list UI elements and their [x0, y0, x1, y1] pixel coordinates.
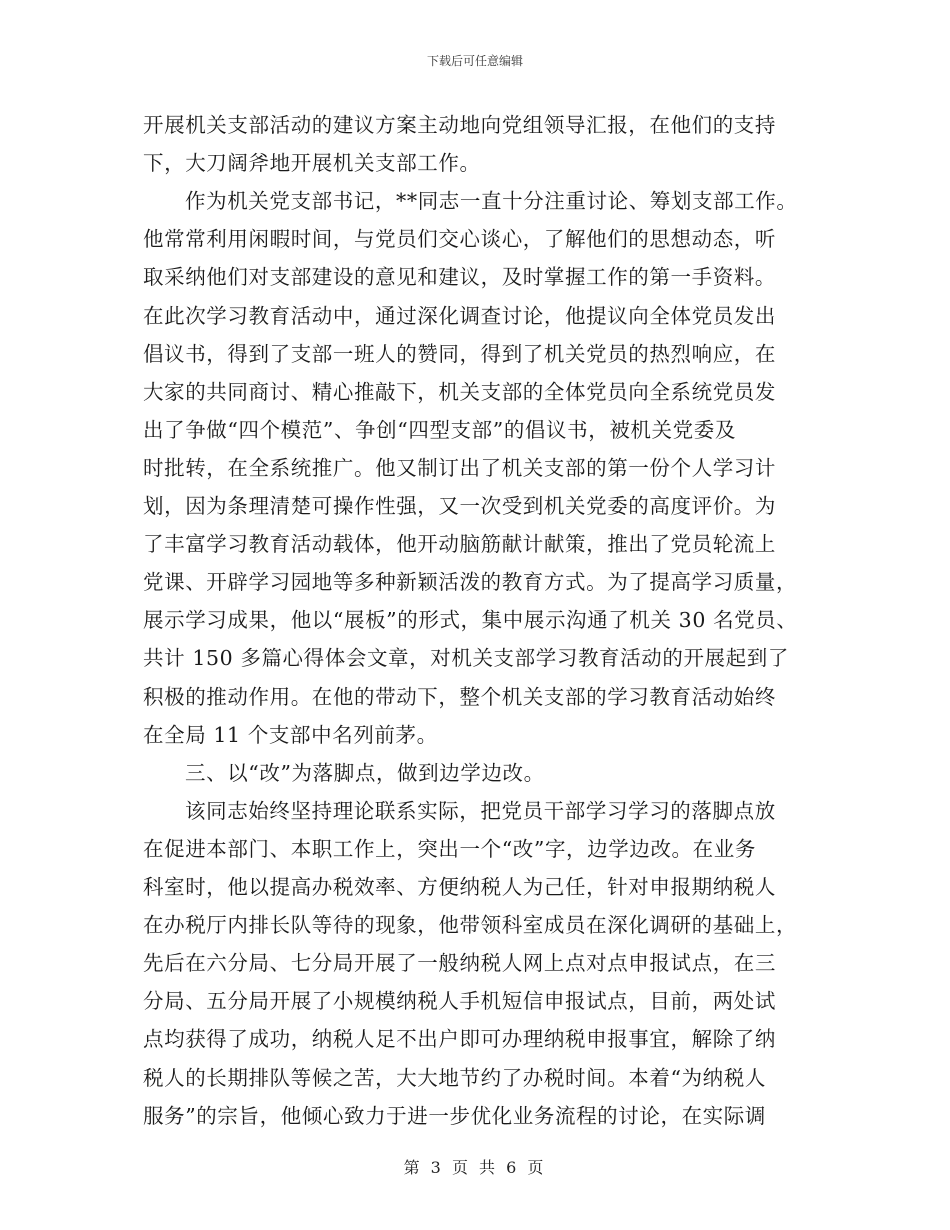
text-line: 他常常利用闲暇时间，与党员们交心谈心，了解他们的思想动态，听 [143, 227, 776, 252]
text-line: 三、以“改”为落脚点，做到边学边改。 [185, 760, 545, 785]
text-line: 在办税厅内排长队等待的现象，他带领科室成员在深化调研的基础上， [143, 913, 798, 938]
text-line: 在促进本部门、本职工作上，突出一个“改”字，边学边改。在业务 [143, 836, 756, 861]
text-line: 开展机关支部活动的建议方案主动地向党组领导汇报，在他们的支持 [143, 113, 776, 137]
text-line: 点均获得了成功，纳税人足不出户即可办理纳税申报事宜，解除了纳 [143, 1027, 776, 1052]
text-line: 科室时，他以提高办税效率、方便纳税人为己任，针对申报期纳税人 [143, 875, 776, 899]
text-line: 展示学习成果，他以“展板”的形式，集中展示沟通了机关 30 名党员、 [143, 608, 798, 633]
text-line: 了丰富学习教育活动载体，他开动脑筋献计献策，推出了党员轮流上 [143, 532, 776, 557]
text-line: 积极的推动作用。在他的带动下，整个机关支部的学习教育活动始终 [143, 684, 776, 709]
text-line: 大家的共同商讨、精心推敲下，机关支部的全体党员向全系统党员发 [143, 379, 776, 404]
text-line: 服务”的宗旨，他倾心致力于进一步优化业务流程的讨论，在实际调 [143, 1103, 766, 1128]
text-line: 在全局 11 个支部中名列前茅。 [143, 722, 438, 747]
text-line: 时批转，在全系统推广。他又制订出了机关支部的第一份个人学习计 [143, 455, 776, 480]
page-footer: 第 3 页 共 6 页 [403, 1158, 547, 1177]
text-line: 划，因为条理清楚可操作性强，又一次受到机关党委的高度评价。为 [143, 494, 776, 518]
text-line: 税人的长期排队等候之苦，大大地节约了办税时间。本着“为纳税人 [143, 1065, 766, 1090]
text-line: 取采纳他们对支部建设的意见和建议，及时掌握工作的第一手资料。 [143, 265, 776, 290]
text-line: 倡议书，得到了支部一班人的赞同，得到了机关党员的热烈响应，在 [143, 341, 776, 366]
text-line: 分局、五分局开展了小规模纳税人手机短信申报试点，目前，两处试 [143, 989, 776, 1014]
page-header: 下载后可任意编辑 [426, 54, 523, 68]
text-line: 共计 150 多篇心得体会文章，对机关支部学习教育活动的开展起到了 [143, 646, 789, 671]
text-line: 下，大刀阔斧地开展机关支部工作。 [143, 151, 481, 176]
text-line: 出了争做“四个模范”、争创“四型支部”的倡议书，被机关党委及 [143, 417, 736, 442]
text-line: 先后在六分局、七分局开展了一般纳税人网上点对点申报试点，在三 [143, 951, 776, 976]
text-line: 作为机关党支部书记，**同志一直十分注重讨论、筹划支部工作。 [185, 189, 798, 214]
text-line: 党课、开辟学习园地等多种新颖活泼的教育方式。为了提高学习质量， [143, 570, 798, 595]
text-line: 在此次学习教育活动中，通过深化调查讨论，他提议向全体党员发出 [143, 303, 776, 328]
text-line: 该同志始终坚持理论联系实际，把党员干部学习学习的落脚点放 [185, 798, 776, 823]
